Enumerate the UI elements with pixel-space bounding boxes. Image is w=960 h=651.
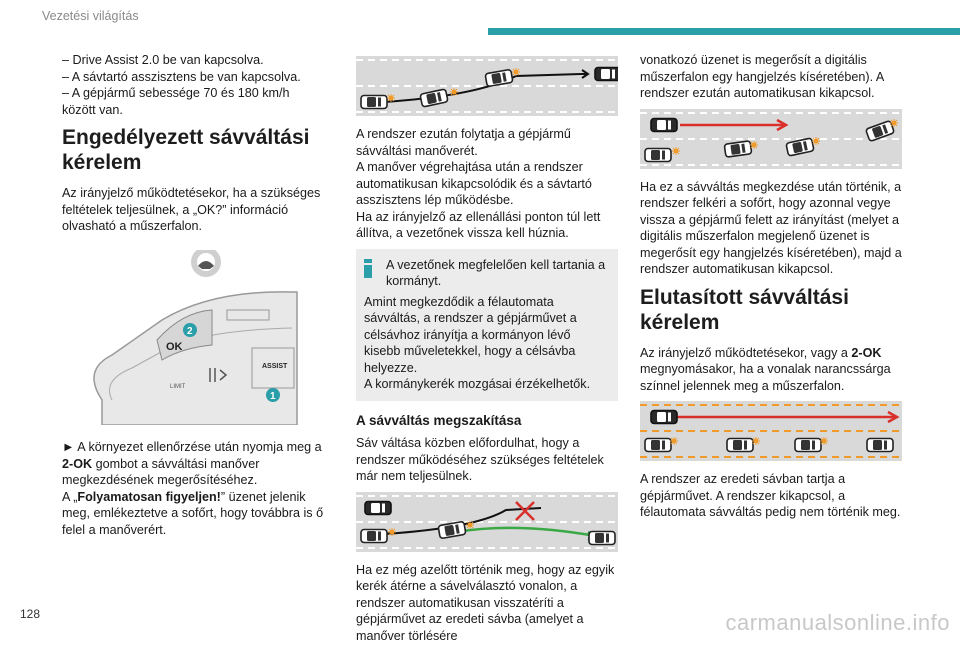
condition-item: – A sávtartó asszisztens be van kapcsolva.	[62, 69, 301, 84]
column-3	[640, 52, 902, 528]
para-continue: A rendszer ezután folytatja a gépjármű sávváltási manőverét.	[356, 127, 571, 158]
svg-text:2: 2	[187, 325, 193, 337]
header-accent-bar	[488, 28, 960, 35]
para-interruption: Sáv váltása közben előfordulhat, hogy a rendszer működéséhez szükséges feltételek már nem teljesülnek.	[356, 436, 604, 483]
svg-text:1: 1	[270, 390, 276, 402]
badge-2	[183, 323, 197, 337]
para-takeover: Ha ez a sávváltás megkezdése után történik, a rendszer felkéri a sofőrt, hogy azonnal vegye vissza a gépjármű felett az irányítást (melyet a digitális műszerfalon megjelenő üzenet is megerősít egy hangjelzés kíséretében), majd a rendszer automatikusan kikapcsol.	[640, 179, 902, 276]
heading-rejected-request: Elutasított sávváltási kérelem	[640, 285, 849, 334]
lane-change-diagram	[356, 56, 618, 116]
assist-label: ASSIST	[262, 362, 288, 370]
limit-label: LIMIT	[170, 383, 186, 390]
info-note: A vezetőnek megfelelően kell tartania a kormányt. Amint megkezdődik a félautomata sávváltás, a rendszer a gépjárművet a célsávhoz irányítja a kormányon lévő kisebb műveletekkel, hogy a célsávba helyezze. A kormánykerék mozgásai érzékelhetők.	[356, 249, 618, 401]
para-continued: vonatkozó üzenet is megerősít a digitális műszerfalon egy hangjelzés kíséretében). A rendszer ezután automatikusan kikapcsol.	[640, 53, 884, 100]
badge-1	[266, 388, 280, 402]
para-return: Ha ez még azelőtt történik meg, hogy az egyik kerék átérne a sávelválasztó vonalon, a rendszer automatikusan visszatéríti a gépjárművet az eredeti sávba (amelyet a manőver törlésére	[356, 562, 615, 643]
para-indicator: Ha az irányjelző az ellenállási ponton túl lett állítva, a vezetőnek vissza kell húznia.	[356, 209, 601, 240]
ok-label: OK	[166, 340, 183, 353]
column-2	[356, 52, 618, 651]
intro-rejected: Az irányjelző működtetésekor, vagy a 2-OK megnyomásakor, ha a vonalak narancssárga színnel jelennek meg a műszerfalon.	[640, 345, 891, 393]
heading-approved-request: Engedélyezett sávváltási kérelem	[62, 126, 310, 174]
step-confirm: ► A környezet ellenőrzése után nyomja meg a 2-OK gombot a sávváltási manőver megkezdésének megerősítéséhez. A „Folyamatosan figyeljen!” üzenet jelenik meg, emlékeztetve a sofőrt, hogy továbbra is ő felel a manőverért.	[62, 440, 324, 537]
lane-change-aborted-diagram	[640, 109, 902, 169]
watermark: carmanualsonline.info	[725, 610, 950, 635]
intro-text: Az irányjelző működtetésekor, ha a szükséges feltételek teljesülnek, a „OK?” információ olvasható a műszerfalon.	[62, 186, 321, 233]
para-disable: A manőver végrehajtása után a rendszer automatikusan kikapcsolódik és a sávtartó asszisztens lép működésbe.	[356, 160, 592, 207]
info-icon	[364, 259, 372, 278]
lane-change-abort-diagram	[356, 492, 618, 552]
column-1	[62, 52, 324, 545]
steering-control-illustration	[62, 250, 324, 425]
lane-change-rejected-diagram	[640, 401, 902, 461]
para-rejected-result: A rendszer az eredeti sávban tartja a gépjárművet. A rendszer kikapcsol, a félautomata sávváltás pedig nem történik meg.	[640, 472, 901, 519]
steering-wheel-icon	[191, 250, 221, 277]
condition-item: – A gépjármű sebessége 70 és 180 km/h között van.	[62, 86, 290, 117]
subheading-interruption: A sávváltás megszakítása	[356, 412, 522, 428]
condition-item: – Drive Assist 2.0 be van kapcsolva.	[62, 53, 264, 67]
section-title: Vezetési világítás	[42, 9, 139, 23]
page-number: 128	[20, 607, 41, 621]
